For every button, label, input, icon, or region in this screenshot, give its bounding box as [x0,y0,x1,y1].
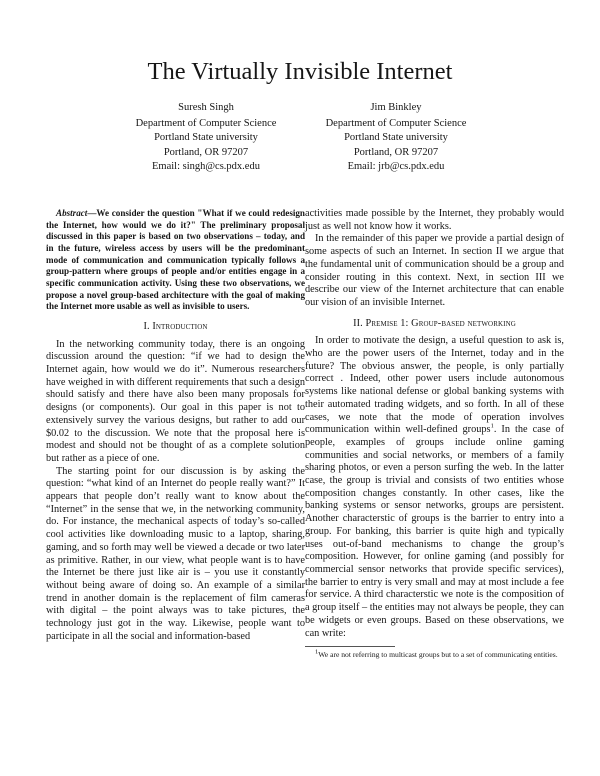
section-heading-premise [305,318,564,331]
section-heading-introduction [46,321,305,334]
intro-paragraph-1: In the networking community today, there is an ongoing discussion around the question: “if we had to design the Internet again, how would we do it”. Numerous researchers have weighed in with different requirements that such a design should satisfy and there have also been many proposals for designs (or components). Our goal in this paper is not to extensively survey the various designs, but rather to add our $0.02 to the discussion. We note that the proposal here is modest and should not be thought of as a complete solution but rather as a piece of one. [46,338,305,464]
author-block-2 [286,101,506,175]
premise-text-part-2: . In the case of people, examples of groups include online gaming communities and social networks, or members of a family sharing photos, or even a person surfing the web. In the latter case, the group is trivial and consists of two entities whose composition changes constantly. In other cases, like the banking systems or sensor networks, groups are persistent. Another characterstic of groups is the barrier to entry into a group. For banking, this barrier is quite high and typically uses out-of-band mechanisms to change the group’s composition. However, for online gaming (and possibly for commercial sensor networks that provide specific services), the barrier to entry is very small and may at most include a fee for service. A third characterstic we note is the composition of a group itself – the entities may not always be people, they can be widgets or even groups. Based on these observations, we can write: [305,424,565,639]
paper-title: The Virtually Invisible Internet [147,58,453,85]
premise-paragraph [305,335,564,640]
footnote [305,650,564,660]
author-email: Email: jrb@cs.pdx.edu [347,161,445,172]
footnote-text: We are not referring to multicast groups but to a set of communicating entities. [318,650,558,660]
abstract [46,208,305,313]
author-name: Jim Binkley [370,102,422,113]
section-number: I. [143,320,150,332]
continuation-paragraph: activities made possible by the Internet, they probably would just as well not know how it works. [305,208,564,232]
section-title: Premise 1: Group-based networking [365,317,516,329]
intro-paragraph-2: The starting point for our discussion is by asking the question: “what kind of an Internet do people really want?” It appears that people don’t really want to know about the “Internet” in the sense that we, in the networking community, do. For instance, the mechanical aspects of today’s so-called cool activities like downloading music to a laptop, sharing, gaming, and so forth may well be viewed a decade or two later as primitive. Rather, in our view, what people want is to have the Internet be there just like air is – you use it constantly without being aware of doing so. An example of a similar trend in another domain is the replacement of film cameras with digital – the point always was to take pictures, the technology just got in the way. Likewise, people want to participate in all the social and information-based [46,465,305,642]
author-department: Department of Computer Science [325,117,467,129]
author-university: Portland State university [344,132,448,143]
premise-text-part-1: In order to motivate the design, a useful question to ask is, who are the power users of the Internet, today and in the future? The obvious answer, the people, is only partially correct . Indeed, other power users include autonomous systems like national defense or global banking systems with their automated trading widgets, and so forth. In all of these cases, we note that the mode of operation involves communication within well-defined groups [305,335,564,436]
author-address: Portland, OR 97207 [163,146,249,158]
section-title: Introduction [152,320,208,332]
right-column [305,208,564,660]
author-email: Email: singh@cs.pdx.edu [152,161,260,172]
abstract-lead: Abstract [56,208,88,218]
section-number: II. [353,317,363,329]
remainder-paragraph: In the remainder of this paper we provide a partial design of some aspects of such an Internet. In section II we argue that the fundamental unit of communication should be a group and consider routing in this context. Next, in section III we describe our view of the Internet architecture that can enable our vision of an invisible Internet. [305,233,564,308]
footnote-number: 1 [315,648,319,656]
author-university: Portland State university [154,132,258,143]
footnote-rule [305,646,395,647]
author-block-1 [96,101,316,175]
author-address: Portland, OR 97207 [353,146,439,158]
footnote-marker: 1 [490,422,494,430]
author-name: Suresh Singh [178,102,234,113]
author-department: Department of Computer Science [135,117,277,129]
left-column [46,208,305,643]
abstract-text: —We consider the question "What if we could redesign the Internet, how would we do it?" The preliminary proposal discussed in this paper is based on two observations – today, and in the future, wireless access by users will be the predominant mode of communication and communication typically follows a group-pattern where groups of people and/or entities engage in a specific communication activity. Using these two observations, we propose a novel group-based architecture with the goal of making the Internet more usable as well as invisible to users. [46,208,305,312]
